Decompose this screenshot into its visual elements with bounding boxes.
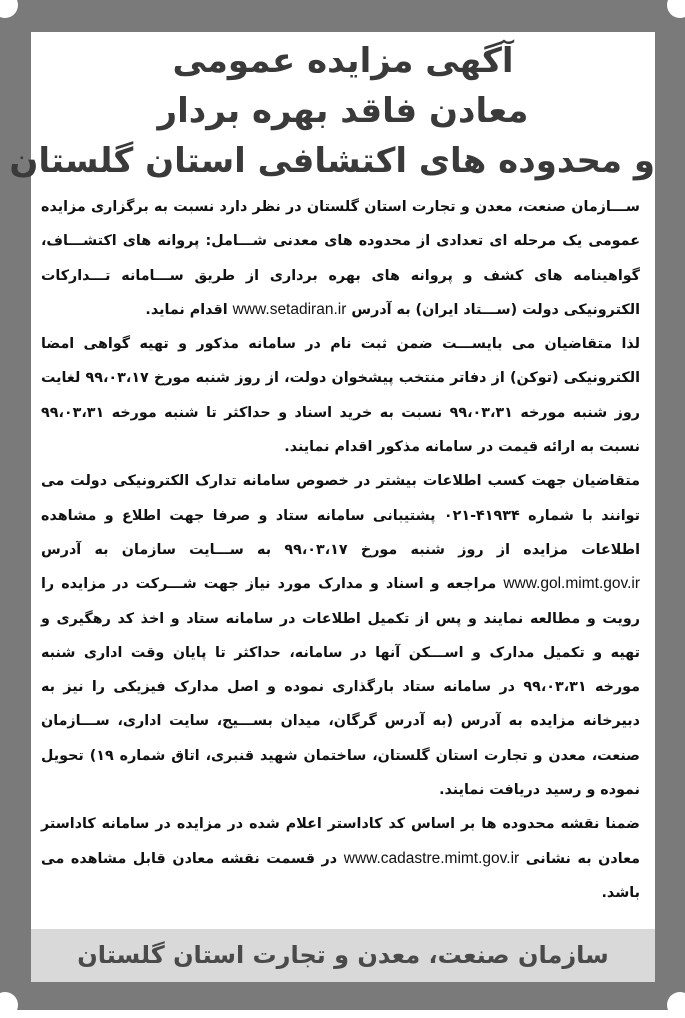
paragraph-1 bbox=[41, 190, 640, 327]
frame-corner bbox=[0, 992, 18, 1018]
paragraph-1-end: اقدام نماید. bbox=[145, 301, 228, 318]
setadiran-link[interactable]: www.setadiran.ir bbox=[232, 300, 347, 318]
paragraph-4 bbox=[41, 807, 640, 910]
paragraph-4-end: در قسمت نقشه معادن قابل مشاهده می باشد. bbox=[41, 850, 640, 901]
title-line-1: آگهی مزایده عمومی bbox=[172, 41, 514, 81]
footer-organization: سازمان صنعت، معدن و تجارت استان گلستان bbox=[31, 929, 655, 982]
paragraph-2-text: لذا متقاضیان می بایســـت ضمن ثبت نام در سامانه مذکور و تهیه گواهی امضا الکترونیکی (توکن) از دفاتر منتخب پیشخوان دولت، از روز شنبه مورخ ۹۹،۰۳،۱۷ لغایت روز شنبه مورخه ۹۹،۰۳،۳۱ نسبت به خرید اسناد و حداکثر تا شنبه مورخه ۹۹،۰۳،۳۱ نسبت به ارائه قیمت در سامانه مذکور اقدام نمایند. bbox=[41, 336, 641, 456]
notice-title bbox=[9, 36, 655, 186]
paragraph-4-text: ضمنا نقشه محدوده ها بر اساس کد کاداستر اعلام شده در مزایده در سامانه کاداستر معادن به نشانی bbox=[41, 816, 641, 867]
frame-corner bbox=[667, 0, 685, 18]
frame-corner bbox=[667, 992, 685, 1018]
paragraph-1-text: ســـازمان صنعت، معدن و تجارت استان گلستان در نظر دارد نسبت به برگزاری مزایده عمومی یک مرحله ای تعدادی از محدوده های معدنی شـــامل: پروانه های اکتشـــاف، گواهینامه های کشف و پروانه های بهره برداری از طریق ســـامانه تـــدارکات الکترونیکی دولت (ســـتاد ایران) به آدرس bbox=[41, 199, 640, 318]
notice-content bbox=[9, 32, 655, 982]
title-line-2: معادن فاقد بهره بردار bbox=[157, 91, 529, 131]
title-line-3: و محدوده های اکتشافی استان گلستان bbox=[9, 141, 655, 181]
paragraph-3-start: متقاضیان جهت کسب اطلاعات بیشتر در خصوص سامانه تدارک الکترونیکی دولت می توانند با شماره ۴۱۹۳۴-۰۲۱ پشتیبانی سامانه ستاد و صرفا جهت اطلاع و مشاهده اطلاعات مزایده از روز شنبه مورخ ۹۹،۰۳،۱۷ به ســـایت سازمان به آدرس bbox=[41, 473, 640, 558]
paragraph-2 bbox=[41, 327, 640, 464]
cadastre-link[interactable]: www.cadastre.mimt.gov.ir bbox=[343, 849, 520, 867]
paragraph-3 bbox=[41, 464, 640, 807]
paragraph-3-end: مراجعه و اسناد و مدارک مورد نیاز جهت شـــرکت در مزایده را رویت و مطالعه نمایند و پس از تکمیل اطلاعات در سامانه ستاد و اخذ کد رهگیری و تهیه و تکمیل مدارک و اســـکن آنها در سامانه، حداکثر تا پایان وقت اداری شنبه مورخه ۹۹،۰۳،۳۱ در سامانه ستاد بارگذاری نموده و اصل مدارک فیزیکی را نیز به دبیرخانه مزایده به آدرس (به آدرس گرگان، میدان بســـیج، سایت اداری، ســـازمان صنعت، معدن و تجارت استان گلستان، ساختمان شهید قنبری، اتاق شماره ۱۹) تحویل نموده و رسید دریافت نمایند. bbox=[41, 576, 641, 799]
gol-mimt-link[interactable]: www.gol.mimt.gov.ir bbox=[503, 575, 640, 593]
frame-corner bbox=[0, 0, 18, 18]
notice-body bbox=[31, 190, 655, 910]
